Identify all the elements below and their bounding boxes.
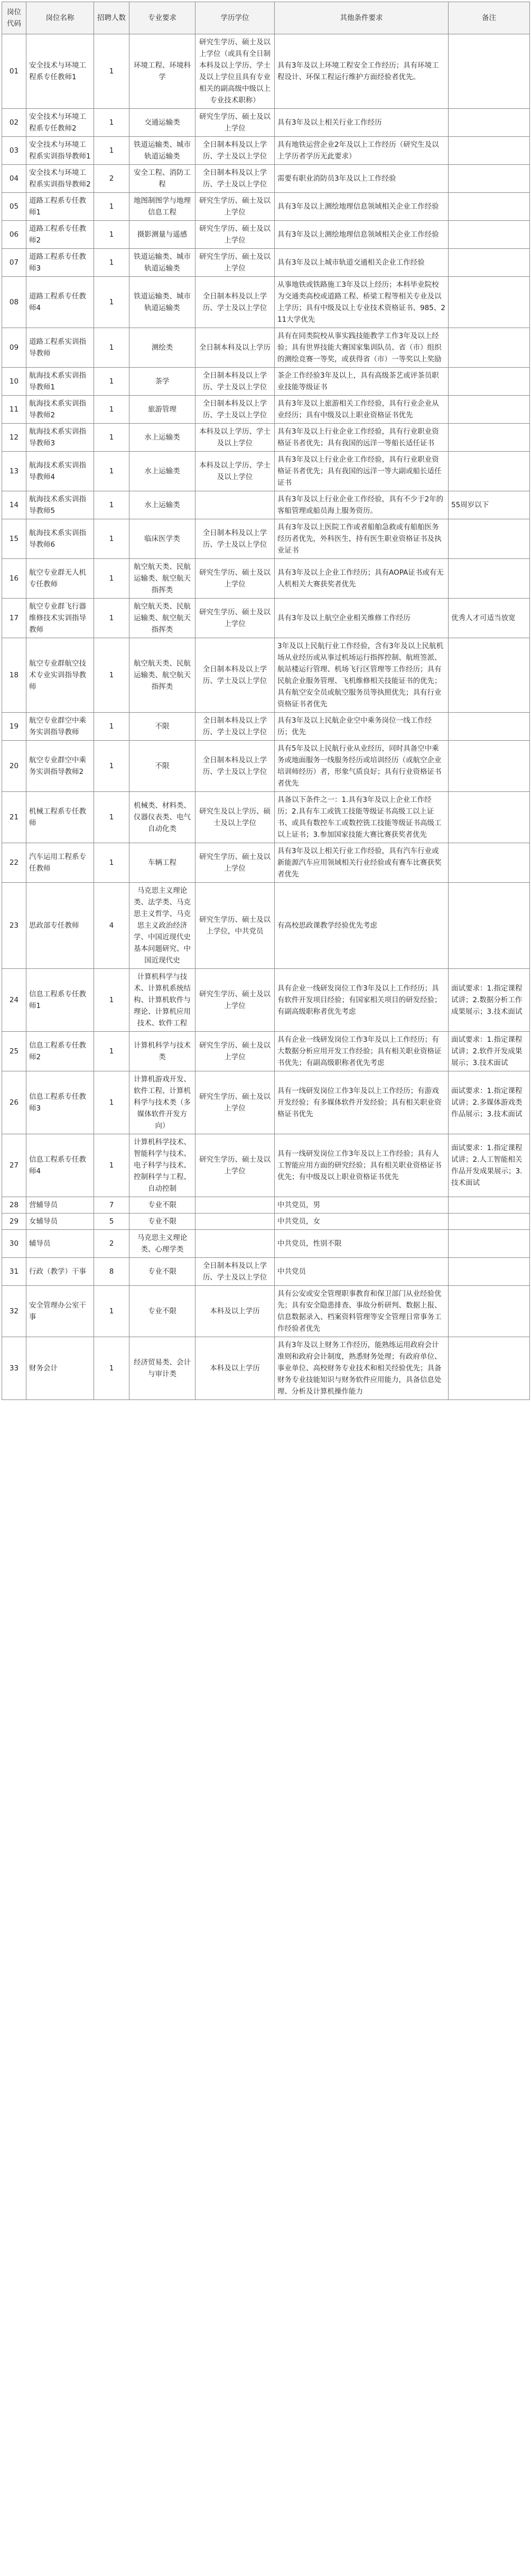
cell-name: 道路工程系专任教师4 [26,277,94,328]
cell-count: 1 [94,638,129,713]
table-row [2,713,530,741]
cell-code: 07 [2,249,26,277]
cell-note [449,713,530,741]
cell-other: 从事地铁或铁路施工3年及以上经历；本科毕业院校为交通类高校或道路工程、桥梁工程等相关专业及以上学历；具有中级及以上专业技术资格证书、985、211大学优先 [275,277,449,328]
cell-major: 铁道运输类、城市轨道运输类 [129,249,195,277]
cell-major: 计算机游戏开发、软件工程、计算机科学与技术类（多媒体软件开发方向） [129,1071,195,1134]
cell-code: 29 [2,1214,26,1230]
cell-major: 计算机科学技术、智能科学与技术、电子科学与技术、控制科学与工程、自动控制 [129,1134,195,1197]
cell-code: 10 [2,368,26,396]
cell-degree [195,1230,275,1258]
cell-note: 面试要求：1.指定课程试讲；2.多媒体游戏类作品展示；3.技术面试 [449,1071,530,1134]
cell-name: 航空专业群无人机专任教师 [26,559,94,599]
cell-other: 具备以下条件之一：1.具有3年及以上企业工作经历；2.具有车工或铣工技能等级证书高级工以上证书、或具有数控车工或数控铣工技能等级证书高级工以上证书；3.参加国家技能大赛比赛获奖者优先 [275,792,449,843]
cell-code: 31 [2,1258,26,1286]
cell-other: 有高校思政课教学经验优先考虑 [275,883,449,969]
cell-code: 12 [2,424,26,452]
cell-name: 道路工程系专任教师1 [26,193,94,221]
cell-note: 55周岁以下 [449,491,530,519]
cell-count: 1 [94,277,129,328]
cell-degree: 全日制本科及以上学历、学士及以上学位 [195,713,275,741]
cell-count: 1 [94,424,129,452]
cell-count: 8 [94,1258,129,1286]
cell-count: 1 [94,34,129,109]
header-major: 专业要求 [129,2,195,34]
cell-code: 03 [2,137,26,165]
recruitment-table [2,2,530,1400]
cell-note [449,1197,530,1214]
table-row [2,792,530,843]
cell-count: 1 [94,599,129,638]
cell-count: 1 [94,792,129,843]
cell-major: 铁道运输类、城市轨道运输类 [129,277,195,328]
cell-note [449,424,530,452]
cell-major: 不限 [129,741,195,792]
table-row [2,843,530,883]
cell-name: 道路工程系专任教师3 [26,249,94,277]
cell-name: 航空专业群航空技术专业实训指导教师 [26,638,94,713]
table-row [2,328,530,368]
cell-degree: 研究生学历、硕士及以上学位 [195,249,275,277]
cell-degree: 研究生学历、硕士及以上学位 [195,559,275,599]
cell-count: 1 [94,713,129,741]
cell-other: 具有3年及以上相关行业工作经历 [275,109,449,137]
cell-name: 营辅导员 [26,1197,94,1214]
table-row [2,452,530,491]
cell-other: 3年及以上民航行业工作经验，含有3年及以上民航机场从业经历或从事过机场运行指挥控制、航班签派、航站楼运行管理、机场飞行区管理等工作经历；具有民航企业服务管理、飞机维修相关技能证书的优先；具有航空安全员或航空服务员等执照优先；具有行业资格证书者优先 [275,638,449,713]
cell-degree: 本科及以上学历、学士及以上学位 [195,452,275,491]
cell-note [449,741,530,792]
cell-other: 具有3年及以上财务工作经历，能熟练运用政府会计准则和政府会计制度，熟悉财务处理；有政府单位、事业单位、高校财务专业技术和相关经验优先；具备财务专业技能知识与财务软件应用能力，具备信息处理、分析及计算机操作能力 [275,1337,449,1400]
cell-code: 20 [2,741,26,792]
cell-code: 30 [2,1230,26,1258]
cell-degree: 本科及以上学历 [195,1337,275,1400]
cell-name: 财务会计 [26,1337,94,1400]
cell-code: 26 [2,1071,26,1134]
cell-other: 具有3年及以上航空企业相关维修工作经历 [275,599,449,638]
cell-code: 16 [2,559,26,599]
cell-major: 航空航天类、民航运输类、航空航天指挥类 [129,559,195,599]
cell-degree: 全日制本科及以上学历、学士及以上学位 [195,396,275,424]
cell-code: 01 [2,34,26,109]
cell-other: 具有地铁运营企业2年及以上工作经历（研究生及以上学历者学历无此要求） [275,137,449,165]
table-row [2,1197,530,1214]
cell-count: 1 [94,396,129,424]
cell-degree: 研究生学历、硕士及以上学位（或具有全日制本科及以上学历、学士及以上学位且具有专业相关的副高级中级以上专业技术职称） [195,34,275,109]
cell-note: 面试要求：1.指定课程试讲；2.软件开发成果展示；3.技术面试 [449,1032,530,1071]
cell-major: 临床医学类 [129,519,195,559]
cell-other: 茶企工作经验3年及以上，具有高级茶艺或评茶员职业技能等级证书 [275,368,449,396]
cell-code: 04 [2,165,26,193]
cell-name: 安全技术与环境工程系实训指导教师1 [26,137,94,165]
cell-other: 中共党员，性别不限 [275,1230,449,1258]
cell-other: 具有3年及以上旅游相关工作经验，具有行业企业从业经历；具有中级及以上职业资格证书优先 [275,396,449,424]
cell-major: 旅游管理 [129,396,195,424]
cell-note [449,1258,530,1286]
table-row [2,277,530,328]
page [0,2,531,2576]
cell-major: 航空航天类、民航运输类、航空航天指挥类 [129,599,195,638]
cell-other: 具有3年及以上行业企业工作经验，具有行业职业资格证书者优先；具有我国的远洋一等船长适任证书 [275,424,449,452]
cell-name: 女辅导员 [26,1214,94,1230]
cell-note [449,638,530,713]
cell-degree: 全日制本科及以上学历、学士及以上学位 [195,741,275,792]
cell-other: 具有3年及以上企业工作经历；具有AOPA证书或有无人机相关大赛获奖者优先 [275,559,449,599]
cell-other: 具有一线研发岗位工作3年及以上工作经历；有游戏开发经验；有多媒体软件开发经验；具有相关职业资格证书优先 [275,1071,449,1134]
cell-degree: 研究生学历、硕士及以上学位 [195,109,275,137]
cell-count: 4 [94,883,129,969]
cell-count: 1 [94,1071,129,1134]
cell-count: 1 [94,193,129,221]
table-row [2,491,530,519]
cell-name: 航海技术系实训指导教师4 [26,452,94,491]
cell-count: 5 [94,1214,129,1230]
cell-degree: 研究生学历、硕士及以上学位 [195,221,275,249]
cell-degree: 研究生学历、硕士及以上学位 [195,1032,275,1071]
table-row [2,969,530,1032]
cell-name: 航海技术系实训指导教师6 [26,519,94,559]
cell-degree: 研究生学历、硕士及以上学位 [195,599,275,638]
cell-major: 交通运输类 [129,109,195,137]
cell-degree: 全日制本科及以上学历、学士及以上学位 [195,165,275,193]
cell-name: 信息工程系专任教师1 [26,969,94,1032]
cell-other: 具有3年及以上环境工程安全工作经历；具有环境工程设计、环保工程运行维护方面经验者优先。 [275,34,449,109]
table-row [2,519,530,559]
cell-note [449,1230,530,1258]
cell-name: 机械工程系专任教师 [26,792,94,843]
cell-note [449,1286,530,1337]
cell-name: 航海技术系实训指导教师1 [26,368,94,396]
cell-degree: 全日制本科及以上学历、学士及以上学位 [195,638,275,713]
header-other: 其他条件要求 [275,2,449,34]
cell-name: 道路工程系专任教师2 [26,221,94,249]
cell-degree [195,491,275,519]
cell-degree: 本科及以上学历 [195,1286,275,1337]
cell-name: 航空专业群飞行器维修技术实训指导教师 [26,599,94,638]
table-row [2,599,530,638]
cell-degree [195,1214,275,1230]
table-row [2,137,530,165]
table-row [2,109,530,137]
table-row [2,1071,530,1134]
cell-major: 摄影测量与遥感 [129,221,195,249]
cell-note [449,1337,530,1400]
cell-code: 13 [2,452,26,491]
cell-code: 24 [2,969,26,1032]
cell-name: 信息工程系专任教师3 [26,1071,94,1134]
cell-count: 7 [94,1197,129,1214]
cell-note [449,328,530,368]
cell-note: 面试要求：1.指定课程试讲；2.人工智能相关作品开发成果展示；3.技术面试 [449,1134,530,1197]
cell-major: 专业不限 [129,1286,195,1337]
table-row [2,249,530,277]
cell-count: 1 [94,137,129,165]
cell-major: 马克思主义理论类、心理学类 [129,1230,195,1258]
cell-major: 航空航天类、民航运输类、航空航天指挥类 [129,638,195,713]
cell-note [449,452,530,491]
cell-degree: 研究生学历、硕士及以上学位，中共党员 [195,883,275,969]
table-row [2,1230,530,1258]
cell-count: 1 [94,249,129,277]
cell-other: 具有在同类院校从事实践技能教学工作3年及以上经验；具有世界技能大赛国家集训队员、省（市）组织的测绘竞赛一等奖，或获得省（市）一等奖以上奖励 [275,328,449,368]
cell-other: 具有企业一线研发岗位工作3年及以上工作经历；有大数据分析应用开发工作经验；具有相关职业资格证书优先；有副高级职称者优先考虑 [275,1032,449,1071]
cell-degree: 全日制本科及以上学历、学士及以上学位 [195,1258,275,1286]
cell-note [449,396,530,424]
cell-count: 2 [94,1230,129,1258]
table-row [2,424,530,452]
cell-major: 水上运输类 [129,491,195,519]
cell-code: 09 [2,328,26,368]
cell-code: 15 [2,519,26,559]
table-body [2,34,530,1400]
cell-major: 专业不限 [129,1197,195,1214]
cell-major: 水上运输类 [129,424,195,452]
table-row [2,1032,530,1071]
header-count: 招聘人数 [94,2,129,34]
cell-major: 机械类、材料类、仪器仪表类、电气自动化类 [129,792,195,843]
header-note: 备注 [449,2,530,34]
table-row [2,221,530,249]
cell-code: 22 [2,843,26,883]
cell-other: 需要有职业消防员3年及以上工作经验 [275,165,449,193]
cell-degree: 本科及以上学历、学士及以上学位 [195,424,275,452]
cell-count: 2 [94,165,129,193]
cell-other: 具有企业一线研发岗位工作3年及以上工作经历；具有软件开发项目经验；有国家相关项目的研发经验；有副高级职称者优先考虑 [275,969,449,1032]
header-code: 岗位代码 [2,2,26,34]
table-row [2,368,530,396]
cell-note [449,519,530,559]
table-row [2,396,530,424]
cell-degree: 研究生学历、硕士及以上学位 [195,969,275,1032]
cell-major: 安全工程、消防工程 [129,165,195,193]
cell-note [449,109,530,137]
cell-count: 1 [94,559,129,599]
cell-note [449,277,530,328]
cell-other: 具有一线研发岗位工作3年及以上工作经验；具有人工智能应用方面的研究经验；具有相关职业资格证书优先；有中级及以上职业资格证书优先 [275,1134,449,1197]
cell-other: 具有5年及以上民航行业从业经历，同时具备空中乘务或地面服务一线服务经历或培训经历（或航空企业培训师经历）者，形象气质良好；具有行业资格证书者优先 [275,741,449,792]
cell-major: 马克思主义理论类、法学类、马克思主义哲学、马克思主义政治经济学、中国近现代史基本问题研究、中国近现代史 [129,883,195,969]
cell-note [449,137,530,165]
cell-code: 33 [2,1337,26,1400]
cell-other: 中共党员，女 [275,1214,449,1230]
cell-degree: 研究生学历、硕士及以上学位 [195,1134,275,1197]
cell-note [449,883,530,969]
cell-major: 经济贸易类、会计与审计类 [129,1337,195,1400]
cell-name: 汽车运用工程系专任教师 [26,843,94,883]
cell-other: 具有3年及以上民航企业空中乘务岗位一线工作经历；优先 [275,713,449,741]
cell-name: 安全管理办公室干事 [26,1286,94,1337]
cell-name: 安全技术与环境工程系实训指导教师2 [26,165,94,193]
cell-note [449,559,530,599]
cell-count: 1 [94,221,129,249]
cell-major: 车辆工程 [129,843,195,883]
cell-code: 06 [2,221,26,249]
cell-degree [195,1197,275,1214]
cell-name: 航空专业群空中乘务实训指导教师 [26,713,94,741]
cell-other: 具有3年及以上行业企业工作经验，具有不少于2年的客船管理或船员海上服务资历。 [275,491,449,519]
cell-degree: 研究生学历、硕士及以上学位 [195,843,275,883]
cell-note [449,792,530,843]
cell-major: 专业不限 [129,1258,195,1286]
cell-note [449,368,530,396]
cell-other: 具有3年及以上医院工作或者船舶急救或有船舶医务经历者优先，外科医生，持有医生职业资格证书及执业证书 [275,519,449,559]
cell-degree: 研究生及以上学历、硕士及以上学位 [195,792,275,843]
cell-count: 1 [94,1337,129,1400]
cell-count: 1 [94,1134,129,1197]
cell-note: 优秀人才可适当放宽 [449,599,530,638]
cell-name: 航空专业群空中乘务实训指导教师2 [26,741,94,792]
cell-note [449,193,530,221]
cell-count: 1 [94,109,129,137]
cell-code: 21 [2,792,26,843]
cell-major: 不限 [129,713,195,741]
table-row [2,1286,530,1337]
cell-note [449,843,530,883]
cell-code: 19 [2,713,26,741]
cell-code: 25 [2,1032,26,1071]
cell-major: 计算机科学与技术类 [129,1032,195,1071]
table-row [2,193,530,221]
table-header-row [2,2,530,34]
cell-other: 具有3年及以上测绘地理信息领域相关企业工作经验 [275,221,449,249]
cell-note [449,221,530,249]
cell-major: 专业不限 [129,1214,195,1230]
cell-major: 铁道运输类、城市轨道运输类 [129,137,195,165]
cell-count: 1 [94,328,129,368]
table-row [2,1337,530,1400]
cell-major: 计算机科学与技术、计算机系统结构、计算机软件与理论、计算机应用技术、软件工程 [129,969,195,1032]
table-row [2,559,530,599]
cell-code: 11 [2,396,26,424]
table-row [2,741,530,792]
table-row [2,1214,530,1230]
cell-name: 航海技术系实训指导教师2 [26,396,94,424]
cell-count: 1 [94,843,129,883]
cell-code: 32 [2,1286,26,1337]
cell-count: 1 [94,1286,129,1337]
cell-note: 面试要求：1.指定课程试讲；2.数据分析工作成果展示；3.技术面试 [449,969,530,1032]
cell-code: 02 [2,109,26,137]
cell-count: 1 [94,1032,129,1071]
cell-major: 测绘类 [129,328,195,368]
cell-major: 茶学 [129,368,195,396]
table-row [2,34,530,109]
cell-degree: 研究生学历、硕士及以上学位 [195,193,275,221]
cell-degree: 研究生学历、硕士及以上学位 [195,1071,275,1134]
cell-name: 安全技术与环境工程系专任教师1 [26,34,94,109]
table-row [2,165,530,193]
cell-count: 1 [94,969,129,1032]
cell-other: 具有3年及以上行业企业工作经验，具有行业职业资格证书者优先；具有我国的远洋一等大副或船长适任证书 [275,452,449,491]
cell-count: 1 [94,491,129,519]
cell-other: 具有3年及以上测绘地理信息领域相关企业工作经验 [275,193,449,221]
cell-note [449,165,530,193]
cell-code: 17 [2,599,26,638]
table-row [2,1258,530,1286]
cell-code: 08 [2,277,26,328]
cell-other: 具有3年及以上城市轨道交通相关企业工作经验 [275,249,449,277]
cell-name: 行政（教学）干事 [26,1258,94,1286]
cell-name: 安全技术与环境工程系专任教师2 [26,109,94,137]
cell-major: 环境工程、环境科学 [129,34,195,109]
cell-code: 18 [2,638,26,713]
cell-name: 辅导员 [26,1230,94,1258]
cell-name: 道路工程系实训指导教师 [26,328,94,368]
cell-degree: 全日制本科及以上学历、学士及以上学位 [195,368,275,396]
header-degree: 学历学位 [195,2,275,34]
cell-note [449,34,530,109]
cell-note [449,249,530,277]
table-row [2,1134,530,1197]
cell-code: 14 [2,491,26,519]
cell-name: 航海技术系实训指导教师3 [26,424,94,452]
cell-count: 1 [94,519,129,559]
cell-degree: 全日制本科及以上学历 [195,328,275,368]
cell-name: 思政部专任教师 [26,883,94,969]
cell-count: 1 [94,368,129,396]
cell-code: 28 [2,1197,26,1214]
cell-other: 具有公安或安全管理职事教育和保卫部门从业经验优先；具有安全隐患排查、事故分析研判、数据上报、信息数据录入、档案资料管理等安全管理日常事务工作经验者优先 [275,1286,449,1337]
cell-name: 航海技术系实训指导教师5 [26,491,94,519]
cell-count: 1 [94,741,129,792]
cell-degree: 全日制本科及以上学历、学士及以上学位 [195,519,275,559]
header-name: 岗位名称 [26,2,94,34]
cell-other: 中共党员，男 [275,1197,449,1214]
cell-degree: 全日制本科及以上学历、学士及以上学位 [195,137,275,165]
cell-other: 具有3年及以上相关行业工作经验，具有汽车行业或新能源汽车应用领域相关行业经验或有赛车比赛获奖者优先 [275,843,449,883]
cell-degree: 全日制本科及以上学历、学士及以上学位 [195,277,275,328]
cell-code: 27 [2,1134,26,1197]
table-row [2,638,530,713]
cell-note [449,1214,530,1230]
cell-code: 05 [2,193,26,221]
cell-major: 地图制图学与地理信息工程 [129,193,195,221]
cell-count: 1 [94,452,129,491]
cell-code: 23 [2,883,26,969]
table-row [2,883,530,969]
cell-other: 中共党员 [275,1258,449,1286]
cell-name: 信息工程系专任教师2 [26,1032,94,1071]
cell-major: 水上运输类 [129,452,195,491]
cell-name: 信息工程系专任教师4 [26,1134,94,1197]
